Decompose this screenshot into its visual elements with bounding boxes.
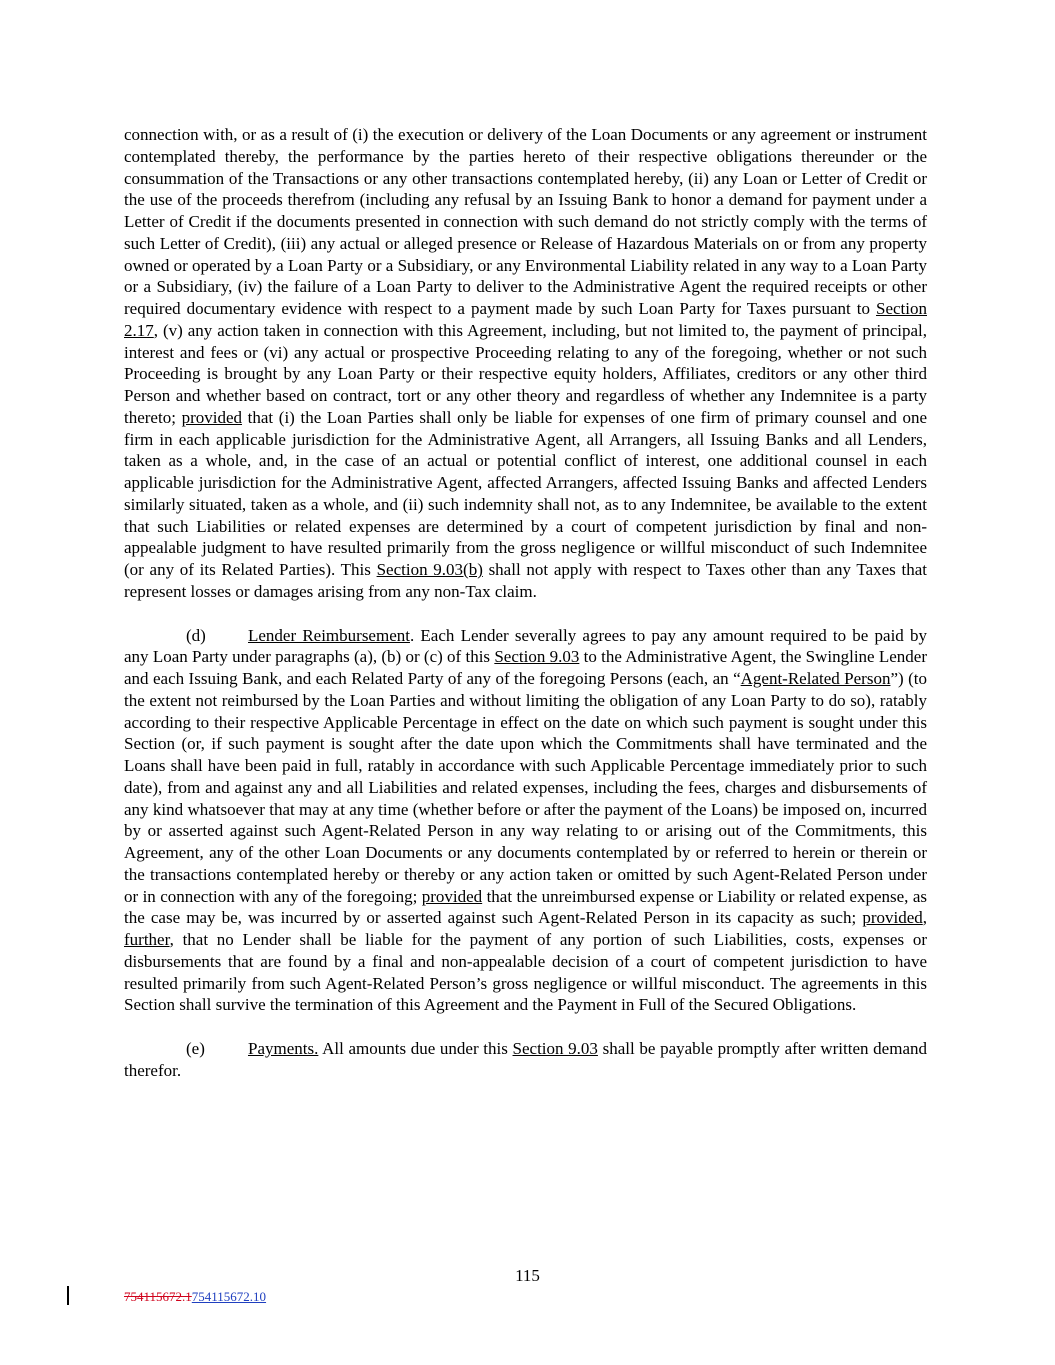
document-id-deleted: 754115672.1 — [124, 1289, 192, 1304]
paragraph-text: , (v) any action taken in connection with this Agreement, including, but not limited to, the payment of principal, interest and fees or (vi) any actual or prospective Proceeding relating to any of the foregoing, whether or not such Proceeding is brought by any Loan Party or their respective equity holders, Affiliates, creditors or any other third Person and whether based on contract, tort or any other theory and regardless of whether any Indemnitee is a party thereto; — [124, 320, 927, 427]
proviso-term: provided — [181, 407, 243, 427]
paragraph-text: ”) (to the extent not reimbursed by the Loan Parties and without limiting the obligation of any Loan Party to do so), ratably according to their respective Applicable Percentage in effect on the date on which such payment is sought under this Section (or, if such payment is sought after the date upon which the Commitments shall have terminated and the Loans shall have been paid in full, ratably in accordance with such Applicable Percentage immediately prior to such date), from and against any and all Liabilities and related expenses, including the fees, charges and disbursements of any kind whatsoever that may at any time (whether before or after the payment of the Loans) be imposed on, incurred by or asserted against such Agent-Related Person in any way relating to or arising out of the Commitments, this Agreement, any of the other Loan Documents or any documents contemplated by or referred to herein or therein or the transactions contemplated hereby or thereby or any action taken or omitted by such Agent-Related Person under or in connection with any of the foregoing; — [124, 669, 927, 906]
page-number: 115 — [515, 1266, 540, 1285]
document-id-inserted: 754115672.10 — [191, 1289, 267, 1304]
clause-heading: Lender Reimbursement — [248, 625, 410, 645]
paragraph-payments — [124, 1038, 927, 1082]
defined-term: Agent-Related Person — [740, 669, 891, 688]
clause-number: (d) — [186, 625, 206, 645]
document-body — [124, 124, 927, 1082]
clause-heading: Payments. — [248, 1039, 319, 1058]
cross-reference: Section 9.03 — [512, 1039, 598, 1058]
paragraph-text: . Each Lender severally agrees to pay any amount required to be paid by any Loan Party under paragraphs (a), (b) or (c) of this — [124, 625, 927, 667]
cross-reference: Section 2.17 — [124, 299, 927, 340]
document-id — [124, 1289, 266, 1305]
paragraph-text: connection with, or as a result of (i) the execution or delivery of the Loan Documents or any agreement or instrument contemplated thereby, the performance by the parties hereto of their respective obligations thereunder or the consummation of the Transactions or any other transactions contemplated hereby, (ii) any Loan or Letter of Credit or the use of the proceeds therefrom (including any refusal by an Issuing Bank to honor a demand for payment under a Letter of Credit if the documents presented in connection with such demand do not strictly comply with the terms of such Letter of Credit), (iii) any actual or alleged presence or Release of Hazardous Materials on or from any property owned or operated by a Loan Party or a Subsidiary, or any Environmental Liability related in any way to a Loan Party or a Subsidiary, (iv) the failure of a Loan Party to deliver to the Administrative Agent the required receipts or other required documentary evidence with respect to a payment made by such Loan Party for Taxes pursuant to — [124, 125, 927, 318]
paragraph-lender-reimbursement — [124, 625, 927, 1017]
paragraph-text: shall be payable promptly after written demand therefor. — [124, 1039, 927, 1080]
paragraph-text: , that no Lender shall be liable for the payment of any portion of such Liabilities, costs, expenses or disbursements that are found by a final and non-appealable decision of a court of competent jurisdiction to have resulted primarily from such Agent-Related Person’s gross negligence or willful misconduct. The agreements in this Section shall survive the termination of this Agreement and the Payment in Full of the Secured Obligations. — [124, 930, 927, 1015]
cross-reference: Section 9.03 — [494, 647, 580, 667]
proviso-term: provided — [421, 886, 483, 906]
change-bar — [67, 1286, 69, 1305]
paragraph-text: that the unreimbursed expense or Liability or related expense, as the case may be, was incurred by or asserted against such Agent-Related Person in its capacity as such; — [124, 886, 927, 928]
paragraph-text: , — [922, 908, 927, 928]
paragraph-text: All amounts due under this — [318, 1039, 513, 1058]
clause-number: (e) — [186, 1039, 205, 1058]
proviso-term: provided — [862, 908, 923, 928]
paragraph-text: that (i) the Loan Parties shall only be liable for expenses of one firm of primary counsel and one firm in each applicable jurisdiction for the Administrative Agent, all Arrangers, all Issuing Banks and all Lenders, taken as a whole, and, in the case of an actual or potential conflict of interest, one additional counsel in each applicable jurisdiction for the Administrative Agent, affected Arrangers, affected Issuing Banks and affected Lenders similarly situated, taken as a whole, and (ii) such indemnity shall not, as to any Indemnitee, be available to the extent that such Liabilities or related expenses are determined by a court of competent jurisdiction by final and non-appealable judgment to have resulted primarily from the gross negligence or willful misconduct of such Indemnitee (or any of its Related Parties). This — [124, 407, 928, 579]
paragraph-indemnity-continuation — [124, 124, 927, 603]
proviso-term: further — [124, 930, 170, 949]
paragraph-text: shall not apply with respect to Taxes other than any Taxes that represent losses or damages arising from any non-Tax claim. — [124, 560, 927, 601]
cross-reference: Section 9.03(b) — [376, 560, 483, 579]
paragraph-text: to the Administrative Agent, the Swingline Lender and each Issuing Bank, and each Related Party of any of the foregoing Persons (each, an “ — [124, 647, 927, 688]
